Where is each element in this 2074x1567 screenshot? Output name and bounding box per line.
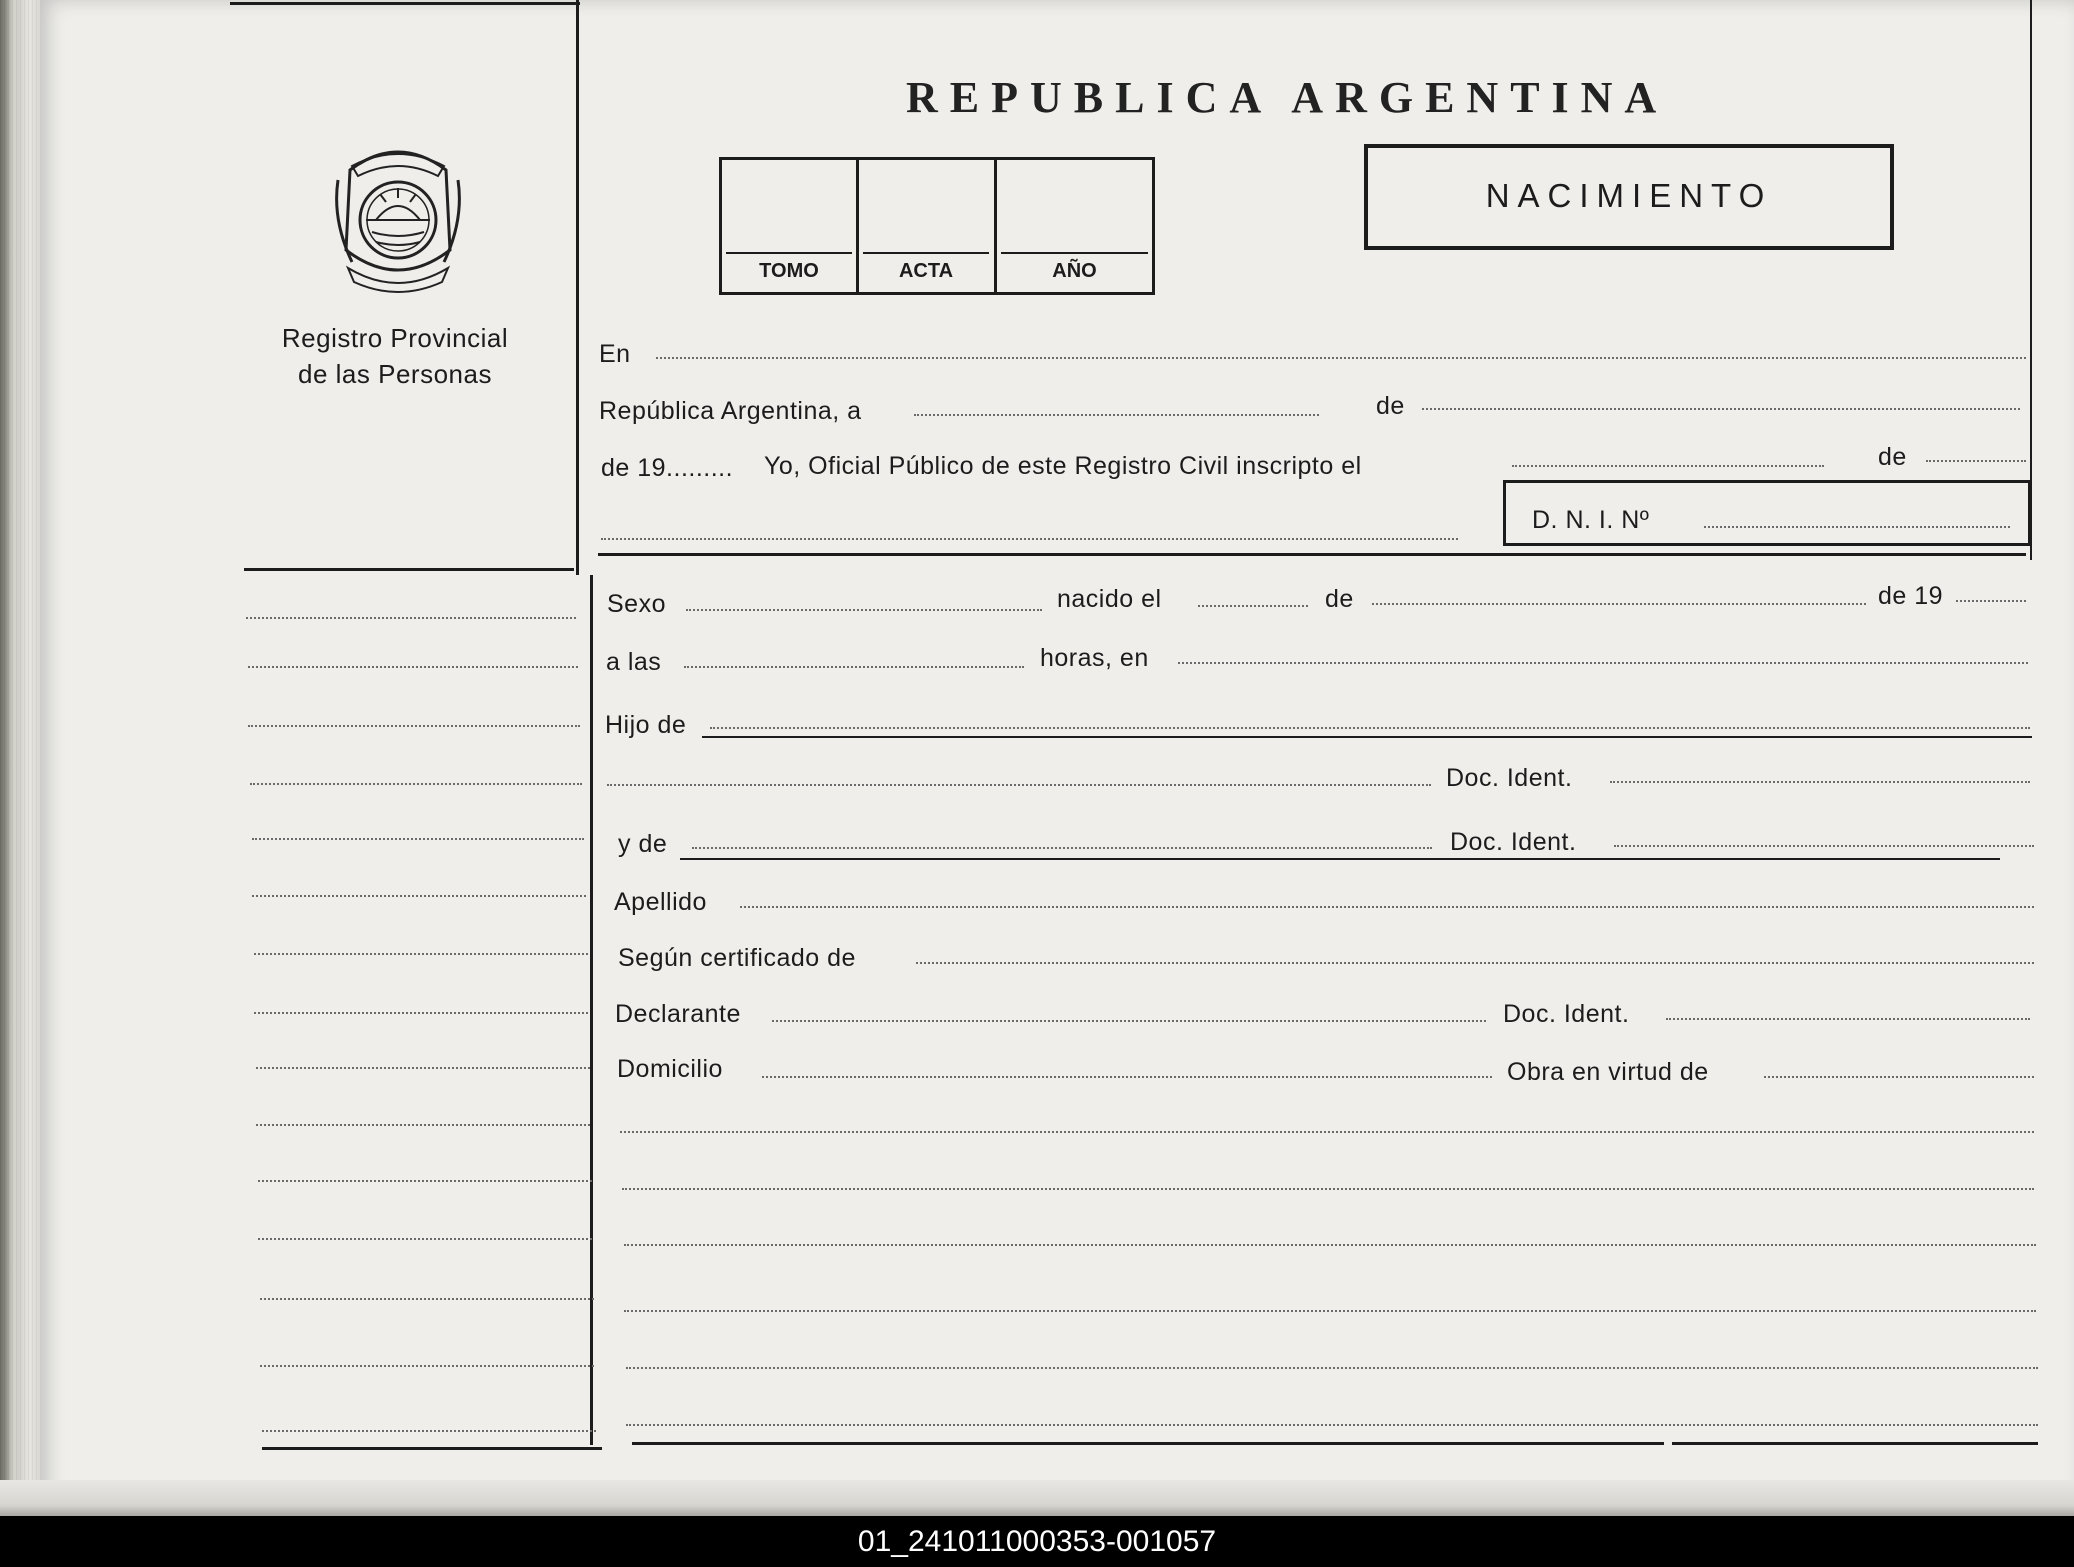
sexo-field[interactable] [686,609,1042,611]
label-sexo: Sexo [607,590,666,618]
label-doc-ident-1: Doc. Ident. [1446,764,1573,792]
tomo-label: TOMO [759,260,819,282]
hora-field[interactable] [684,666,1024,668]
margin-line[interactable] [256,1067,590,1069]
image-id-caption: 01_241011000353-001057 [0,1516,2074,1567]
acta-cell[interactable] [859,160,993,292]
nacimiento-anio-field[interactable] [1956,600,2026,602]
right-edge-rule [2030,0,2032,560]
margin-line[interactable] [250,783,582,785]
dia-field[interactable] [914,414,1319,416]
label-de-1: de [1376,392,1405,420]
left-bottom-rule [262,1447,602,1450]
column-divider-upper [576,0,579,575]
top-left-rule [230,2,580,5]
observaciones-line[interactable] [626,1367,2038,1369]
observaciones-line[interactable] [624,1310,2036,1312]
certificado-field[interactable] [916,962,2034,964]
label-yo-oficial: Yo, Oficial Público de este Registro Civil inscripto el [764,452,1362,480]
register-reference-box [719,157,1155,295]
margin-line[interactable] [246,617,576,619]
observaciones-line[interactable] [622,1188,2034,1190]
column-divider-lower [590,575,593,1445]
label-horas-en: horas, en [1040,644,1149,672]
acta-label: ACTA [898,260,954,282]
nacimiento-mes-field[interactable] [1372,603,1866,605]
country-title: REPUBLICA ARGENTINA [906,73,1669,122]
declarante-field[interactable] [772,1020,1486,1022]
inscripcion-dia-field[interactable] [1512,465,1824,467]
label-declarante: Declarante [615,1000,741,1028]
label-a-las: a las [606,648,662,676]
margin-line[interactable] [256,1124,590,1126]
nacimiento-dia-field[interactable] [1198,605,1308,607]
observaciones-line[interactable] [626,1424,2038,1426]
margin-line[interactable] [258,1180,592,1182]
padre-datos-field[interactable] [607,784,1431,786]
label-doc-ident-2: Doc. Ident. [1450,828,1577,856]
ano-cell[interactable] [997,160,1152,292]
label-nacido-el: nacido el [1057,585,1162,613]
label-de-3: de [1325,585,1354,613]
padre-doc-field[interactable] [1610,781,2030,783]
label-apellido: Apellido [614,888,707,916]
margin-line[interactable] [260,1365,594,1367]
apellido-field[interactable] [740,906,2034,908]
madre-underline [680,858,2000,860]
label-de-2: de [1878,443,1907,471]
provincia-misiones-seal-icon [330,140,466,300]
margin-line[interactable] [262,1430,596,1432]
domicilio-field[interactable] [762,1076,1492,1078]
record-type-label: NACIMIENTO [1485,177,1773,214]
bottom-rule-2 [1672,1442,2038,1445]
label-republica-a: República Argentina, a [599,397,862,425]
label-domicilio: Domicilio [617,1055,723,1083]
ano-label: AÑO [1052,260,1097,282]
label-hijo-de: Hijo de [605,711,687,739]
tomo-cell[interactable] [722,160,856,292]
label-de-19: de 19......... [601,454,734,482]
oficial-nombre-field[interactable] [601,538,1458,540]
madre-doc-field[interactable] [1614,845,2034,847]
margin-line[interactable] [258,1238,592,1240]
agency-line-1: Registro Provincial [281,323,509,353]
margin-line[interactable] [248,725,580,727]
label-de-19-b: de 19 [1878,582,1944,610]
observaciones-line[interactable] [624,1244,2036,1246]
section-rule [598,553,2026,556]
label-en: En [599,340,631,368]
label-y-de: y de [618,830,668,858]
padre-field[interactable] [710,727,2030,729]
label-segun-certificado: Según certificado de [618,944,856,972]
inscripcion-mes-field[interactable] [1926,460,2026,462]
page-bottom-edge [0,1480,2074,1516]
margin-line[interactable] [252,895,586,897]
margin-line[interactable] [254,953,588,955]
margin-line[interactable] [254,1012,588,1014]
agency-name [255,320,535,392]
dni-field[interactable] [1704,526,2010,528]
label-dni: D. N. I. Nº [1532,506,1650,534]
madre-field[interactable] [692,847,1432,849]
padre-underline [702,736,2032,738]
margin-line[interactable] [248,666,578,668]
declarante-doc-field[interactable] [1666,1018,2030,1020]
agency-line-2: de las Personas [298,359,492,389]
margin-line[interactable] [252,838,584,840]
bottom-rule-1 [632,1442,1664,1445]
label-doc-ident-3: Doc. Ident. [1503,1000,1630,1028]
label-obra-en-virtud: Obra en virtud de [1507,1058,1709,1086]
observaciones-line[interactable] [620,1131,2034,1133]
record-type-box [1364,144,1894,250]
mes-field[interactable] [1422,408,2020,410]
obra-en-virtud-field[interactable] [1764,1076,2034,1078]
lugar-nacimiento-field[interactable] [1178,662,2028,664]
left-section-rule [244,568,574,571]
en-field[interactable] [656,357,2026,359]
margin-line[interactable] [260,1298,594,1300]
